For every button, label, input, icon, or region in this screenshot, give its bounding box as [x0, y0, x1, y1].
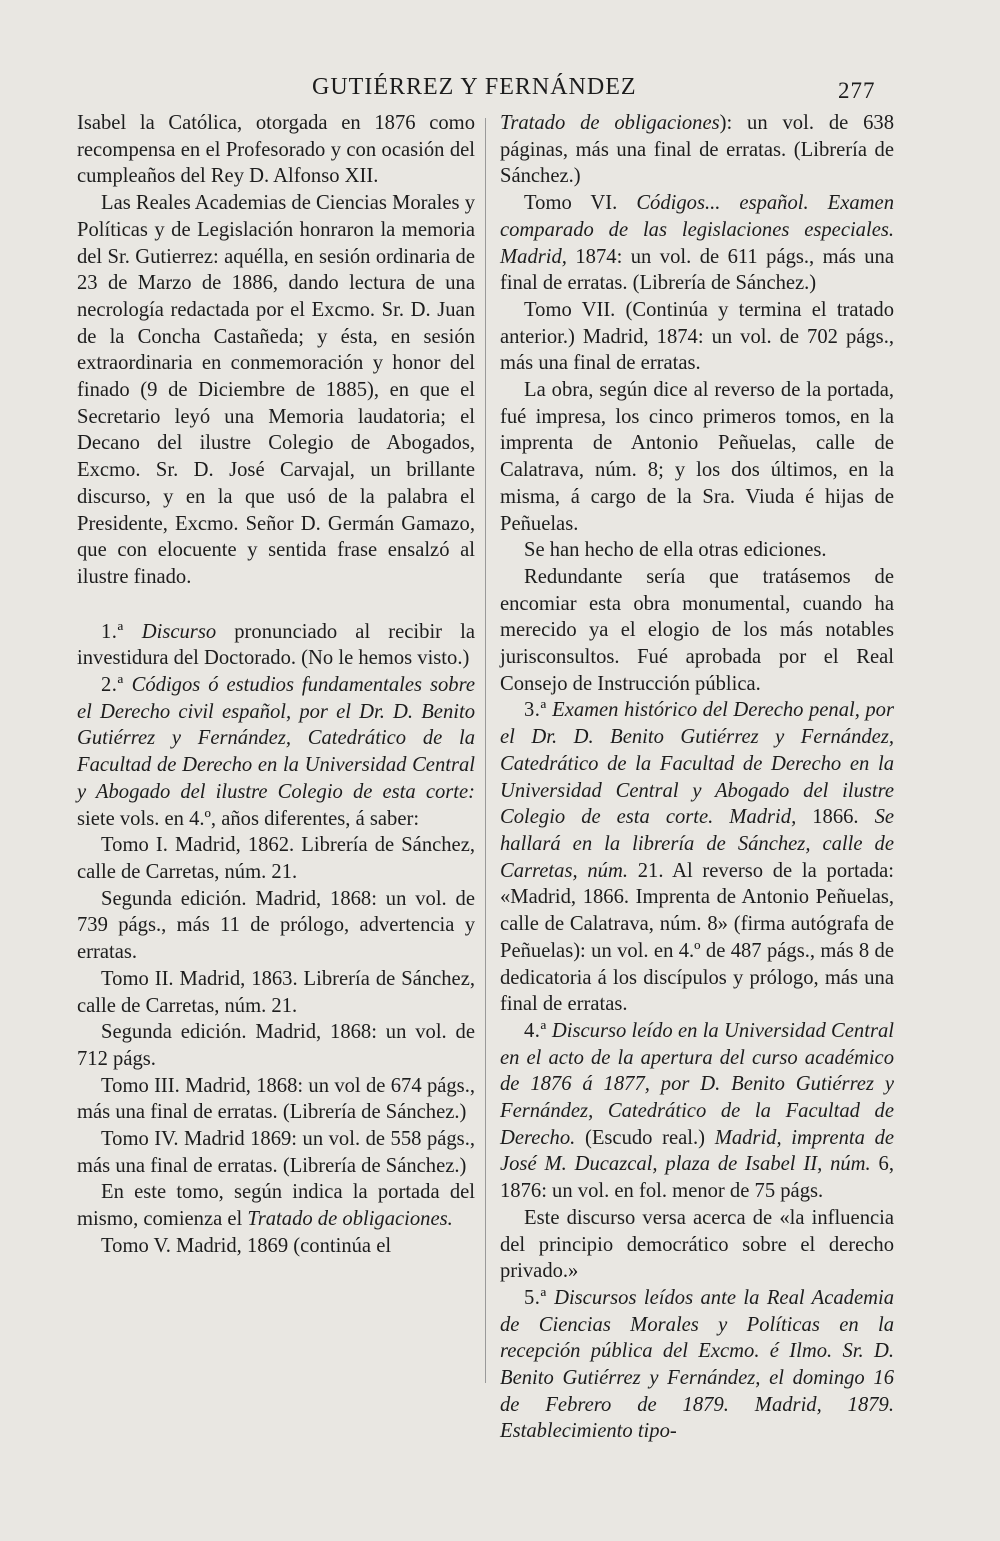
entry-title: Discurso leído en la Universidad Central en el acto de la apertura del curso académico de 1876 á 1877, por D. Benito Gutiérrez y Fernández, Catedrático de la Facultad de Derecho.	[500, 1019, 894, 1149]
entry-text: Tomo VI.	[524, 192, 637, 215]
paragraph-continuation: Isabel la Católica, otorgada en 1876 como recompensa en el Profesorado y con ocasión del cumpleaños del Rey D. Alfonso XII.	[77, 112, 475, 188]
column-divider	[485, 118, 486, 1383]
paragraph-academies: Las Reales Academias de Ciencias Morales y Políticas y de Legislación honraron la memoria del Sr. Gutierrez: aquélla, en sesión ordinaria de 23 de Marzo de 1886, dando lectura de una necrología redactada por el Excmo. Sr. D. Juan de la Concha Castañeda; y ésta, en sesión extraordinaria en conmemoración y honor del finado (9 de Diciembre de 1885), en que el Secretario leyó una Memoria laudatoria; el Decano del ilustre Colegio de Abogados, Excmo. Sr. D. José Carvajal, un brillante discurso, y en la que usó de la palabra el Presidente, Excmo. Señor D. Germán Gamazo, que con elocuente y sentida frase ensalzó al ilustre finado.	[77, 192, 475, 588]
entry-title: Discursos leídos ante la Real Academia de Ciencias Morales y Políticas en la recepción pública del Excmo. é Ilmo. Sr. D. Benito Gutiérrez y Fernández, el domingo 16 de Febrero de 1879. Madrid, 1879. Establecimiento tipo-	[500, 1286, 894, 1443]
running-title: GUTIÉRREZ Y FERNÁNDEZ	[312, 74, 637, 100]
volume-2: Tomo II. Madrid, 1863. Librería de Sánchez, calle de Carretas, núm. 21.	[77, 967, 475, 1017]
entry-5	[500, 1285, 894, 1445]
entry-text: (Escudo real.)	[575, 1126, 715, 1149]
entry-text: pronunciado al recibir la investidura del Doctorado. (No le hemos visto.)	[77, 620, 475, 670]
entry-title: Códigos ó estudios fundamentales sobre el Derecho civil español, por el Dr. D. Benito Gutiérrez y Fernández, Catedrático de la Facultad de Derecho en la Universidad Central y Abogado del ilustre Colegio de esta corte:	[77, 674, 475, 803]
entry-4	[500, 1018, 894, 1205]
right-column	[500, 110, 894, 1445]
paragraph-obra: La obra, según dice al reverso de la portada, fué impresa, los cinco primeros tomos, en la imprenta de Antonio Peñuelas, calle de Calatrava, núm. 8; y los dos últimos, en la misma, á cargo de la Sra. Viuda é hijas de Peñuelas.	[500, 379, 894, 535]
volume-7: Tomo VII. (Continúa y termina el tratado anterior.) Madrid, 1874: un vol. de 702 págs., más una final de erratas.	[500, 298, 894, 375]
entry-text: 1866.	[796, 806, 875, 829]
left-column	[77, 110, 475, 1260]
volume-1: Tomo I. Madrid, 1862. Librería de Sánchez, calle de Carretas, núm. 21.	[77, 834, 475, 883]
volume-3: Tomo III. Madrid, 1868: un vol de 674 págs., más una final de erratas. (Librería de Sánchez.)	[77, 1074, 475, 1124]
entry-title: Discurso	[141, 620, 217, 643]
entry-title: Examen histórico del Derecho penal, por el Dr. D. Benito Gutiérrez y Fernández, Catedrático de la Facultad de Derecho en la Universidad Central y Abogado del ilustre Colegio de esta corte. Madrid,	[500, 699, 894, 829]
entry-title: Madrid, imprenta de José M. Ducazcal, plaza de Isabel II, núm.	[500, 1126, 895, 1176]
section-gap	[77, 591, 475, 619]
paragraph-redundante: Redundante sería que tratásemos de encomiar esta obra monumental, cuando ha merecido ya el elogio de los más notables jurisconsultos. Fué aprobada por el Real Consejo de Instrucción pública.	[500, 565, 894, 695]
volume-6	[500, 190, 894, 297]
volume-4-note	[77, 1179, 475, 1232]
entry-number: 4.ª	[524, 1019, 547, 1042]
page-number: 277	[838, 78, 876, 103]
volume-4: Tomo IV. Madrid 1869: un vol. de 558 págs., más una final de erratas. (Librería de Sánchez.)	[77, 1128, 475, 1177]
entry-title: Códigos... español. Examen comparado de las legislaciones especiales. Madrid,	[500, 192, 894, 268]
entry-title: Tratado de obligaciones	[500, 112, 720, 134]
entry-title: Se hallará en la librería de Sánchez, calle de Carretas, núm.	[500, 806, 894, 882]
volume-1-second-edition: Segunda edición. Madrid, 1868: un vol. de 739 págs., más 11 de prólogo, advertencia y erratas.	[77, 887, 475, 964]
entry-number: 2.ª	[101, 674, 124, 697]
entry-1	[77, 619, 475, 672]
entry-text: 21. Al reverso de la portada: «Madrid, 1866. Imprenta de Antonio Peñuelas, calle de Calatrava, núm. 8» (firma autógrafa de Peñuelas): un vol. en 4.º de 487 págs., más 8 de dedicatoria á los discípulos y prólogo, más una final de erratas.	[500, 859, 895, 1016]
entry-number: 3.ª	[524, 699, 547, 722]
volume-5: Tomo V. Madrid, 1869 (continúa el	[101, 1234, 392, 1257]
entry-2	[77, 672, 475, 832]
entry-number: 5.ª	[524, 1286, 547, 1309]
entry-number: 1.ª	[101, 620, 124, 643]
note-title: Tratado de obligaciones.	[247, 1208, 453, 1231]
entry-3	[500, 697, 894, 1017]
volume-2-second-edition: Segunda edición. Madrid, 1868: un vol. de 712 págs.	[77, 1021, 475, 1070]
paragraph-ediciones: Se han hecho de ella otras ediciones.	[524, 539, 827, 562]
entry-text: 6, 1876: un vol. en fol. menor de 75 págs.	[500, 1153, 895, 1203]
note-text: En este tomo, según indica la portada del mismo, comienza el	[77, 1181, 475, 1231]
paragraph-continuation	[500, 110, 894, 190]
entry-text: siete vols. en 4.º, años diferentes, á saber:	[77, 807, 420, 830]
entry-text: ): un vol. de 638 páginas, más una final de erratas. (Librería de Sánchez.)	[500, 112, 894, 188]
entry-text: 1874: un vol. de 611 págs., más una final de erratas. (Librería de Sánchez.)	[500, 245, 894, 295]
paragraph-discurso: Este discurso versa acerca de «la influencia del principio democrático sobre el derecho privado.»	[500, 1206, 894, 1283]
